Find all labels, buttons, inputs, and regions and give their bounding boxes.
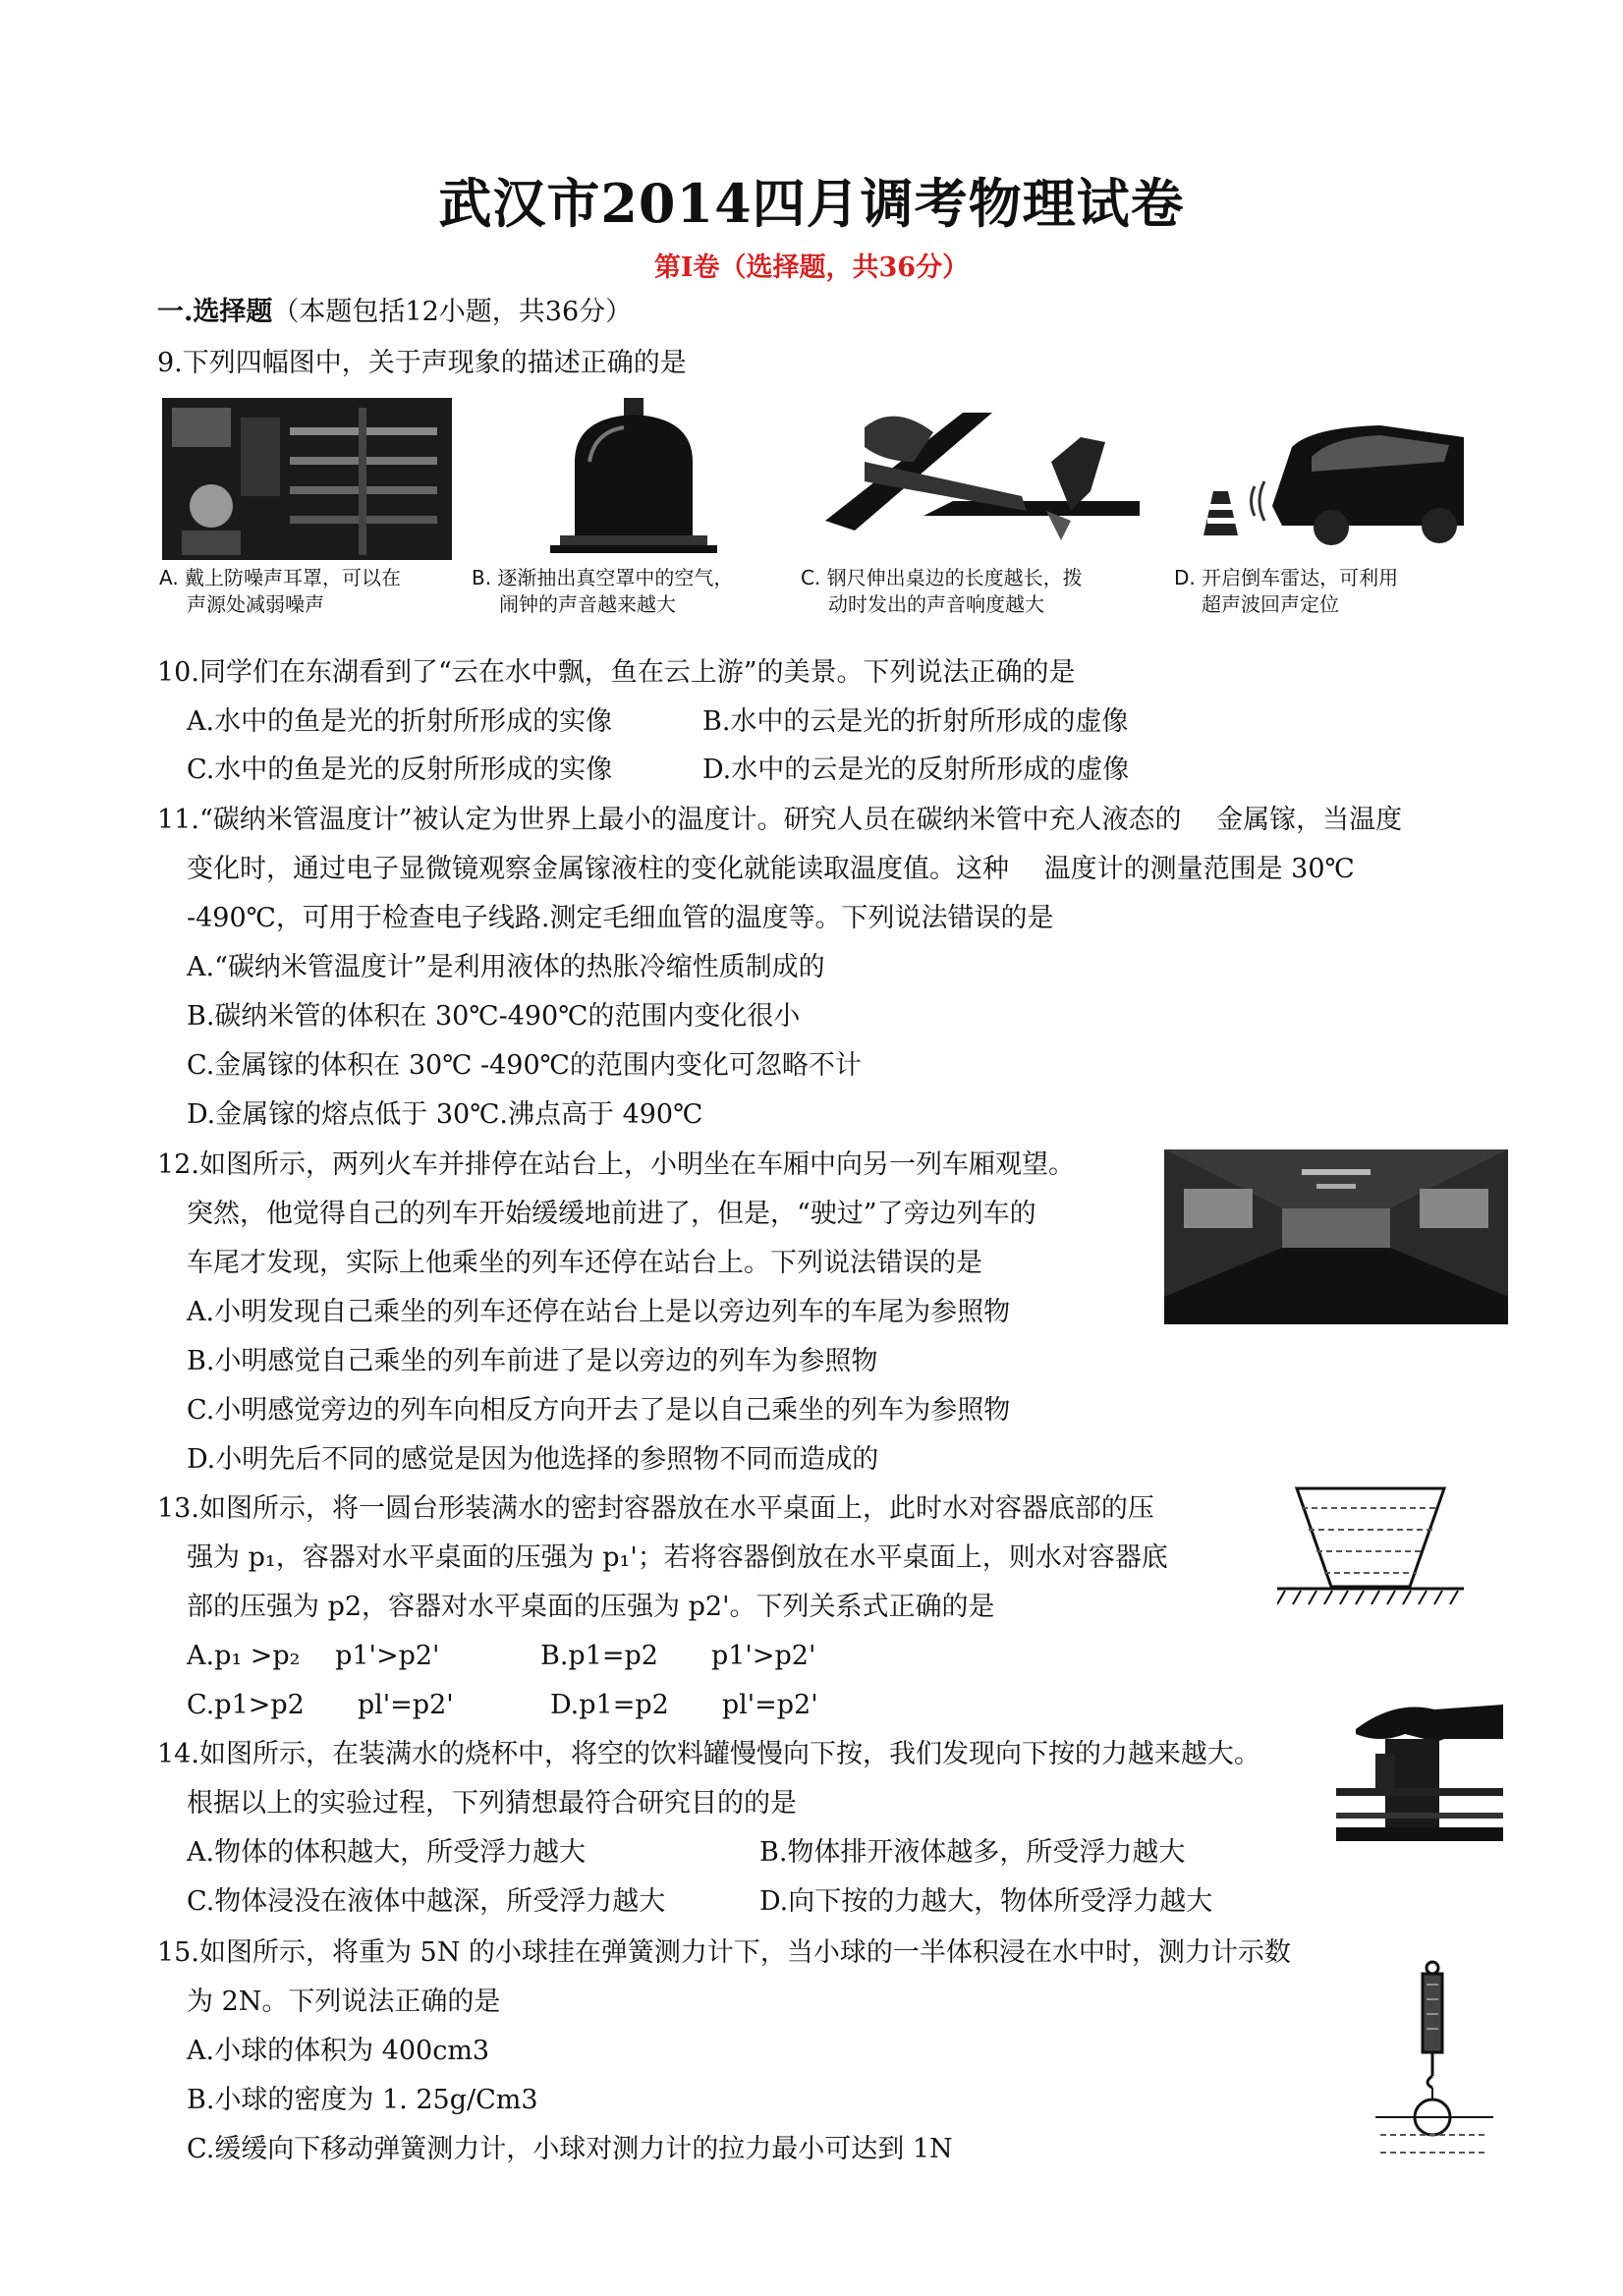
q15-option-b: B.小球的密度为 1. 25g/Cm3 [187, 2085, 538, 2115]
q13-stem-line2: 强为 p₁，容器对水平桌面的压强为 p₁'；若将容器倒放在水平桌面上，则水对容器底 [187, 1542, 1168, 1573]
q12-stem-line2: 突然，他觉得自己的列车开始缓缓地前进了，但是，“驶过”了旁边列车的 [187, 1199, 1036, 1229]
q9-caption-c [801, 565, 1083, 618]
q12-option-b: B.小明感觉自己乘坐的列车前进了是以旁边的列车为参照物 [187, 1346, 878, 1376]
q9-caption-c-line1: C. 钢尺伸出桌边的长度越长，拨 [801, 566, 1083, 589]
q9-caption-b [472, 565, 733, 618]
q14-option-c: C.物体浸没在液体中越深，所受浮力越大 [187, 1886, 666, 1917]
q12-option-c: C.小明感觉旁边的列车向相反方向开去了是以自己乘坐的列车为参照物 [187, 1395, 1011, 1426]
section-heading [157, 295, 632, 330]
q9-caption-d-line2: 超声波回声定位 [1202, 592, 1339, 616]
q9-figure-d-car-radar [1184, 418, 1469, 554]
q9-caption-a-line2: 声源处减弱噪声 [187, 592, 324, 616]
q11-stem-line1: 11.“碳纳米管温度计”被认定为世界上最小的温度计。研究人员在碳纳米管中充人液态的 金属镓，当温度 [157, 805, 1403, 835]
paper-subtitle: 第Ⅰ卷（选择题，共36分） [653, 252, 970, 283]
q12-option-a: A.小明发现自己乘坐的列车还停在站台上是以旁边列车的车尾为参照物 [187, 1297, 1011, 1327]
q10-option-b: B.水中的云是光的折射所形成的虚像 [702, 706, 1129, 737]
q13-option-c: C.p1>p2 pl'=p2' [187, 1690, 454, 1720]
q11-option-a: A.“碳纳米管温度计”是利用液体的热胀冷缩性质制成的 [187, 952, 825, 982]
q14-stem-line2: 根据以上的实验过程，下列猜想最符合研究目的的是 [187, 1788, 797, 1819]
q9-caption-b-line1: B. 逐渐抽出真空罩中的空气， [472, 566, 734, 589]
q15-figure-spring-scale-ball [1375, 1960, 1493, 2170]
q11-stem-line3: -490℃，可用于检查电子线路.测定毛细血管的温度等。下列说法错误的是 [187, 903, 1054, 933]
q10-stem: 10.同学们在东湖看到了“云在水中飘，鱼在云上游”的美景。下列说法正确的是 [157, 657, 1076, 688]
q14-option-a: A.物体的体积越大，所受浮力越大 [187, 1837, 587, 1868]
q14-option-b: B.物体排开液体越多，所受浮力越大 [759, 1837, 1186, 1868]
q10-option-a: A.水中的鱼是光的折射所形成的实像 [187, 706, 613, 737]
q11-option-d: D.金属镓的熔点低于 30℃.沸点高于 490℃ [187, 1099, 703, 1130]
q14-option-d: D.向下按的力越大，物体所受浮力越大 [759, 1886, 1213, 1917]
q9-caption-d [1174, 565, 1398, 618]
q10-option-c: C.水中的鱼是光的反射所形成的实像 [187, 755, 613, 785]
q14-figure-can-in-beaker [1336, 1700, 1503, 1851]
q9-caption-d-line1: D. 开启倒车雷达，可利用 [1174, 566, 1399, 589]
q9-stem: 9.下列四幅图中，关于声现象的描述正确的是 [157, 348, 687, 378]
q15-option-c: C.缓缓向下移动弹簧测力计，小球对测力计的拉力最小可达到 1N [187, 2134, 953, 2164]
q13-option-a: A.p₁ >p₂ p1'>p2' [187, 1641, 440, 1671]
q9-caption-b-line2: 闹钟的声音越来越大 [499, 592, 676, 616]
q13-stem-line3: 部的压强为 p2，容器对水平桌面的压强为 p2'。下列关系式正确的是 [187, 1592, 995, 1622]
section-note: （本题包括12小题，共36分） [272, 297, 633, 327]
q12-stem-line3: 车尾才发现，实际上他乘坐的列车还停在站台上。下列说法错误的是 [187, 1248, 982, 1278]
q9-figure-b-bell-jar [545, 393, 722, 564]
q10-option-d: D.水中的云是光的反射所形成的虚像 [702, 755, 1130, 785]
q11-stem-line2: 变化时，通过电子显微镜观察金属镓液柱的变化就能读取温度值。这种 温度计的测量范围是 30℃ [187, 854, 1355, 884]
q9-figure-c-ruler [825, 403, 1140, 554]
section-label: 一.选择题 [157, 297, 273, 327]
q15-option-a: A.小球的体积为 400cm3 [187, 2036, 490, 2066]
q15-stem-line2: 为 2N。下列说法正确的是 [187, 1987, 501, 2017]
page-title: 武汉市2014四月调考物理试卷 [438, 172, 1185, 235]
q11-option-b: B.碳纳米管的体积在 30℃-490℃的范围内变化很小 [187, 1001, 801, 1032]
q9-caption-a [159, 565, 401, 618]
q12-stem-line1: 12.如图所示，两列火车并排停在站台上，小明坐在车厢中向另一列车厢观望。 [157, 1149, 1075, 1180]
q13-option-d: D.p1=p2 pl'=p2' [550, 1690, 818, 1720]
q13-figure-frustum-container [1277, 1479, 1464, 1625]
q15-stem-line1: 15.如图所示，将重为 5N 的小球挂在弹簧测力计下，当小球的一半体积浸在水中时，测力计示数 [157, 1937, 1291, 1968]
q12-figure-train-interior [1164, 1149, 1508, 1328]
q9-caption-c-line2: 动时发出的声音响度越大 [828, 592, 1044, 616]
q13-stem-line1: 13.如图所示，将一圆台形装满水的密封容器放在水平桌面上，此时水对容器底部的压 [157, 1493, 1154, 1524]
q11-option-c: C.金属镓的体积在 30℃ -490℃的范围内变化可忽略不计 [187, 1050, 862, 1081]
q9-figure-a-factory [162, 398, 452, 564]
q14-stem-line1: 14.如图所示，在装满水的烧杯中，将空的饮料罐慢慢向下按，我们发现向下按的力越来越大。 [157, 1739, 1260, 1769]
q13-option-b: B.p1=p2 p1'>p2' [540, 1641, 816, 1671]
q12-option-d: D.小明先后不同的感觉是因为他选择的参照物不同而造成的 [187, 1444, 879, 1475]
q9-caption-a-line1: A. 戴上防噪声耳罩，可以在 [159, 566, 402, 589]
